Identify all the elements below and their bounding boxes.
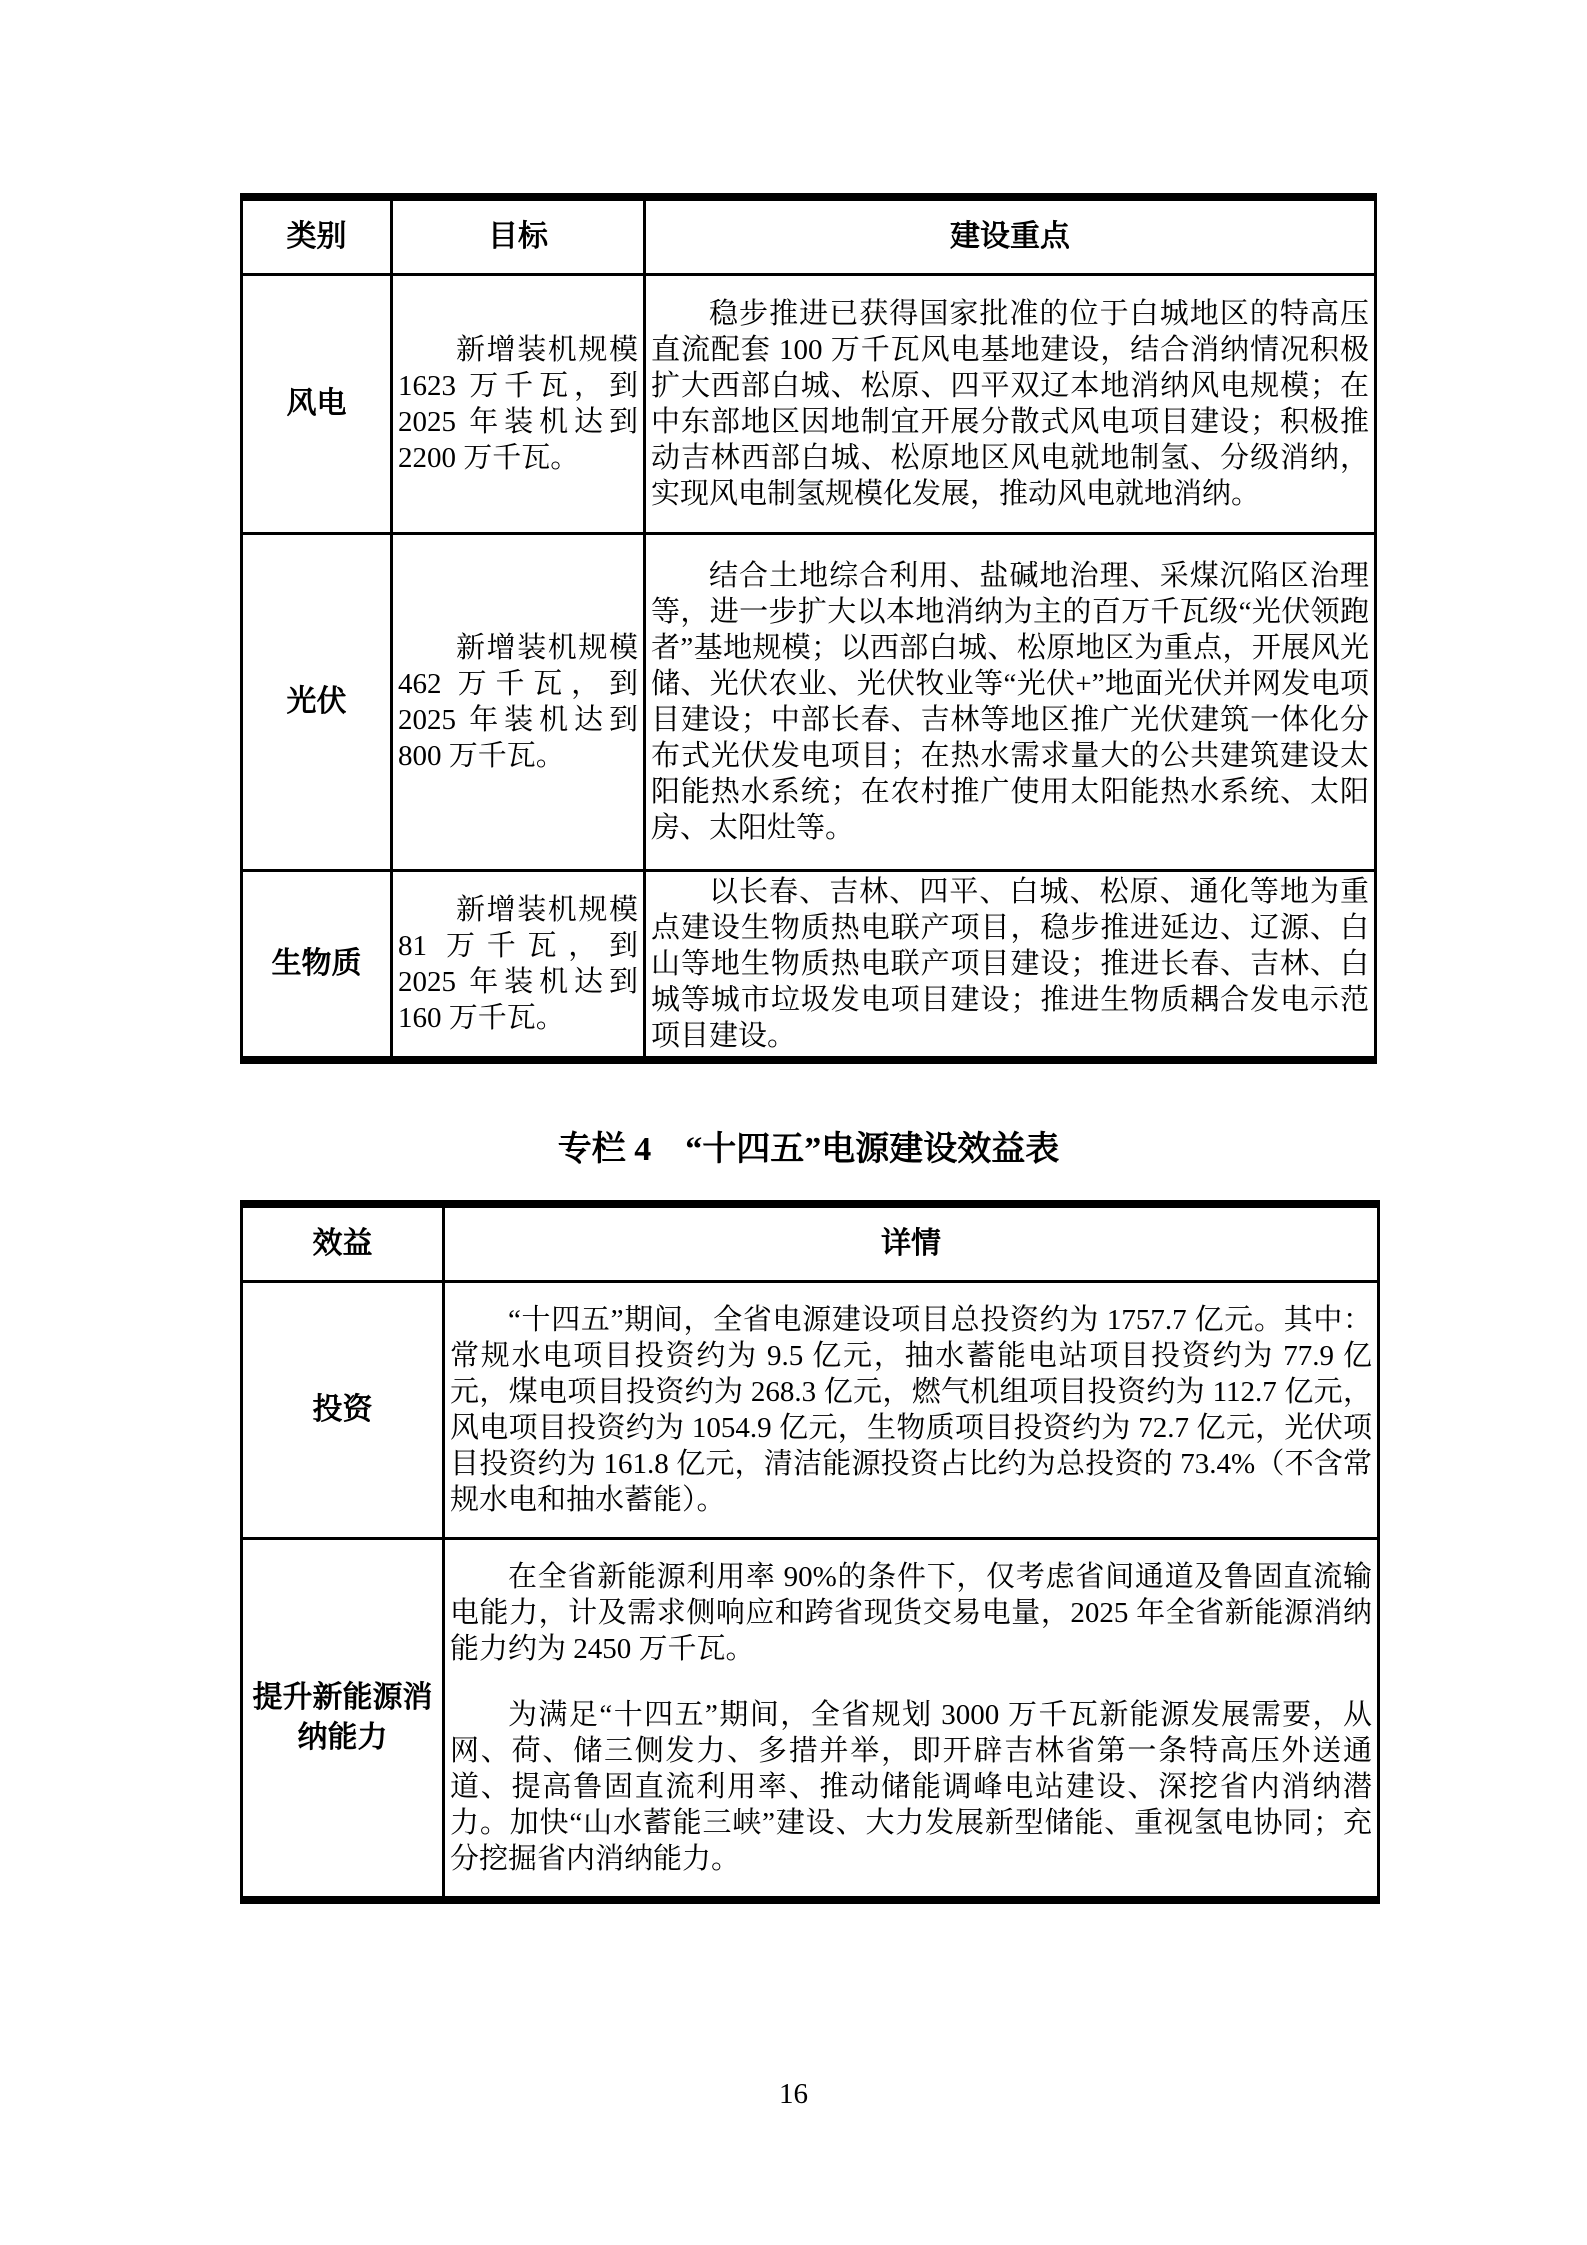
wind-focus-text: 稳步推进已获得国家批准的位于白城地区的特高压直流配套 100 万千瓦风电基地建设，结合消纳情况积极扩大西部白城、松原、四平双辽本地消纳风电规模；在中东部地区因地制宜开展分散式风电项目建设；积极推动吉林西部白城、松原地区风电就地制氢、分级消纳，实现风电制氢规模化发展，推动风电就地消纳。 (651, 298, 1369, 510)
wind-target-cell (392, 275, 645, 534)
investment-benefit-cell: 投资 (242, 1282, 444, 1539)
table-row-pv (242, 534, 1376, 871)
capacity-detail-paragraph-2: 为满足“十四五”期间，全省规划 3000 万千瓦新能源发展需要，从网、荷、储三侧发力、多措并举，即开辟吉林省第一条特高压外送通道、提高鲁固直流利用率、推动储能调峰电站建设、深挖省内消纳潜力。加快“山水蓄能三峡”建设、大力发展新型储能、重视氢电协同；充分挖掘省内消纳能力。 (450, 1699, 1372, 1875)
table1-header-row (242, 197, 1376, 275)
capacity-benefit-cell: 提升新能源消纳能力 (242, 1539, 444, 1901)
table1-header-target: 目标 (392, 197, 645, 275)
wind-category-cell: 风电 (242, 275, 392, 534)
table2-header-benefit: 效益 (242, 1204, 444, 1282)
investment-detail-text: “十四五”期间，全省电源建设项目总投资约为 1757.7 亿元。其中：常规水电项目投资约为 9.5 亿元，抽水蓄能电站项目投资约为 77.9 亿元，煤电项目投资约为 268.3 亿元，燃气机组项目投资约为 112.7 亿元，风电项目投资约为 1054.9 亿元，生物质项目投资约为 72.7 亿元，光伏项目投资约为 161.8 亿元，清洁能源投资占比约为总投资的 73.4%（不含常规水电和抽水蓄能）。 (450, 1304, 1372, 1516)
capacity-detail-cell (444, 1539, 1379, 1901)
page-content (240, 193, 1377, 1904)
pv-category-cell: 光伏 (242, 534, 392, 871)
page-number: 16 (779, 2078, 808, 2110)
capacity-detail-paragraph-1: 在全省新能源利用率 90%的条件下，仅考虑省间通道及鲁固直流输电能力，计及需求侧响应和跨省现货交易电量，2025 年全省新能源消纳能力约为 2450 万千瓦。 (450, 1561, 1372, 1665)
table-row-capacity (242, 1539, 1379, 1901)
biomass-focus-text: 以长春、吉林、四平、白城、松原、通化等地为重点建设生物质热电联产项目，稳步推进延边、辽源、白山等地生物质热电联产项目建设；推进长春、吉林、白城等城市垃圾发电项目建设；推进生物质耦合发电示范项目建设。 (651, 876, 1369, 1052)
biomass-target-cell (392, 871, 645, 1061)
table-row-wind (242, 275, 1376, 534)
investment-detail-cell (444, 1282, 1379, 1539)
pv-target-cell (392, 534, 645, 871)
table1-header-category: 类别 (242, 197, 392, 275)
pv-focus-cell (645, 534, 1376, 871)
power-construction-table (240, 193, 1377, 1064)
biomass-focus-cell (645, 871, 1376, 1061)
table2-header-detail: 详情 (444, 1204, 1379, 1282)
benefit-table (240, 1200, 1380, 1904)
biomass-category-cell: 生物质 (242, 871, 392, 1061)
wind-target-text: 新增装机规模 1623 万千瓦，到 2025 年装机达到 2200 万千瓦。 (398, 334, 638, 474)
table-row-investment (242, 1282, 1379, 1539)
wind-focus-cell (645, 275, 1376, 534)
table2-header-row (242, 1204, 1379, 1282)
pv-focus-text: 结合土地综合利用、盐碱地治理、采煤沉陷区治理等，进一步扩大以本地消纳为主的百万千瓦级“光伏领跑者”基地规模；以西部白城、松原地区为重点，开展风光储、光伏农业、光伏牧业等“光伏+”地面光伏并网发电项目建设；中部长春、吉林等地区推广光伏建筑一体化分布式光伏发电项目；在热水需求量大的公共建筑建设太阳能热水系统；在农村推广使用太阳能热水系统、太阳房、太阳灶等。 (651, 560, 1369, 844)
table1-header-focus: 建设重点 (645, 197, 1376, 275)
section-title: 专栏 4 “十四五”电源建设效益表 (557, 1131, 1060, 1168)
table-row-biomass (242, 871, 1376, 1061)
pv-target-text: 新增装机规模 462 万千瓦，到 2025 年装机达到 800 万千瓦。 (398, 632, 638, 772)
biomass-target-text: 新增装机规模 81 万千瓦，到 2025 年装机达到 160 万千瓦。 (398, 894, 638, 1034)
